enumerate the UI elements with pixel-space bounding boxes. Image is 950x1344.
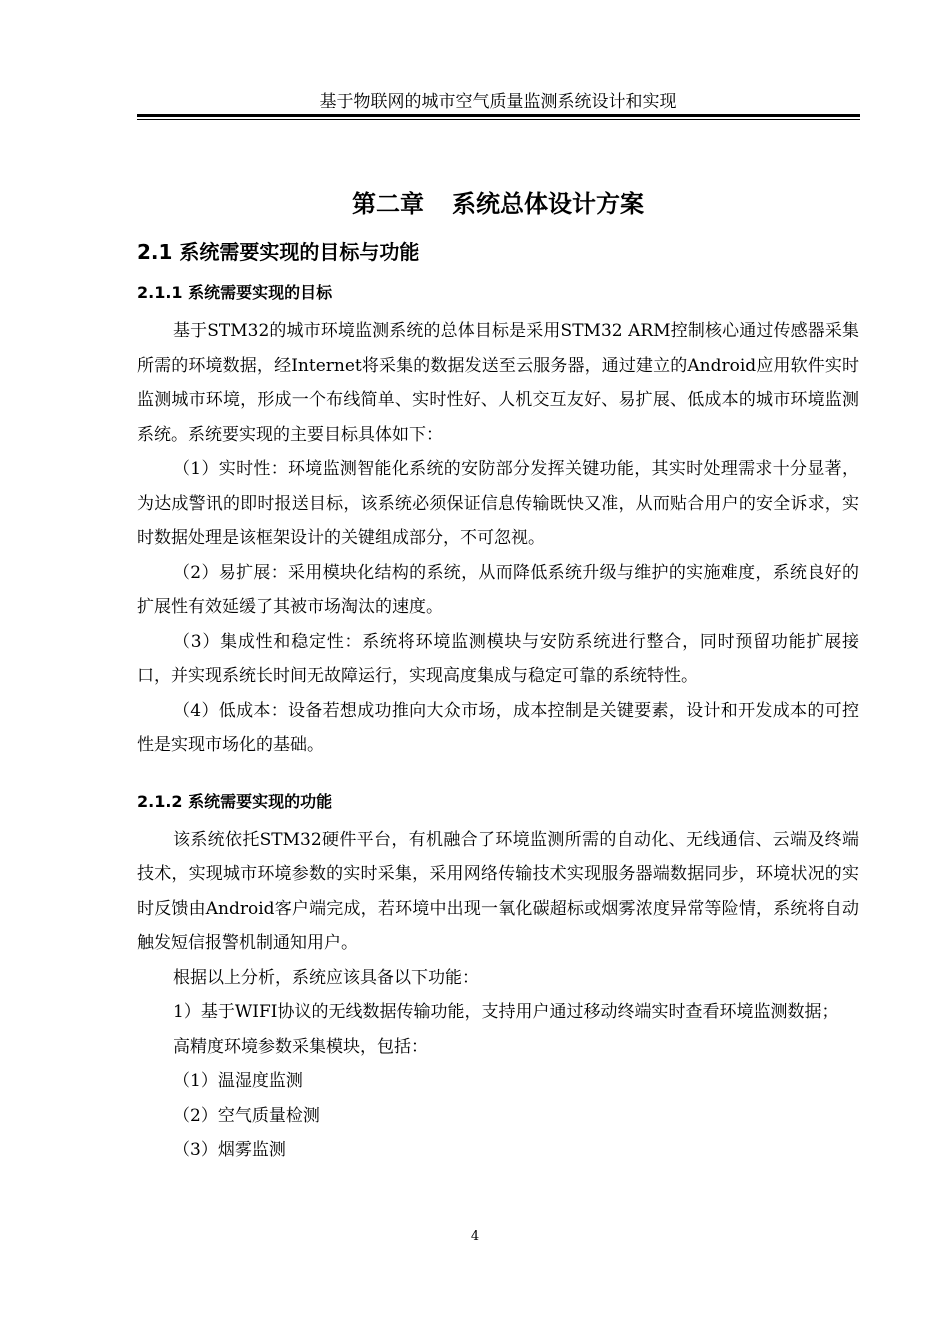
list-item: （1）温湿度监测 xyxy=(173,1071,303,1091)
goal-item: （3）集成性和稳定性：系统将环境监测模块与安防系统进行整合，同时预留功能扩展接口，并实现系统长时间无故障运行，实现高度集成与稳定可靠的系统特性。 xyxy=(137,631,859,686)
page-body xyxy=(137,180,859,1168)
header-rule-thin xyxy=(137,119,860,120)
header-rule-thick xyxy=(137,114,860,117)
chapter-number: 第二章 xyxy=(352,190,424,218)
goal-item: （2）易扩展：采用模块化结构的系统，从而降低系统升级与维护的实施难度，系统良好的扩展性有效延缓了其被市场淘汰的速度。 xyxy=(137,562,859,617)
running-header: 基于物联网的城市空气质量监测系统设计和实现 xyxy=(319,92,677,112)
subsection-heading-2-1-1: 2.1.1 系统需要实现的目标 xyxy=(137,283,333,302)
chapter-name: 系统总体设计方案 xyxy=(452,190,644,218)
function-item: 1）基于WIFI协议的无线数据传输功能，支持用户通过移动终端实时查看环境监测数据； xyxy=(173,1002,839,1022)
section-heading-2-1: 2.1 系统需要实现的目标与功能 xyxy=(137,240,420,264)
goal-item: （1）实时性：环境监测智能化系统的安防部分发挥关键功能，其实时处理需求十分显著，为达成警讯的即时报送目标，该系统必须保证信息传输既快又准，从而贴合用户的安全诉求，实时数据处理是该框架设计的关键组成部分，不可忽视。 xyxy=(137,459,859,548)
paragraph: 根据以上分析，系统应该具备以下功能： xyxy=(173,967,479,988)
paragraph: 基于STM32的城市环境监测系统的总体目标是采用STM32 ARM控制核心通过传感器采集所需的环境数据，经Internet将采集的数据发送至云服务器，通过建立的Android应用软件实时监测城市环境，形成一个布线简单、实时性好、人机交互友好、易扩展、低成本的城市环境监测系统。系统要实现的主要目标具体如下： xyxy=(137,321,859,445)
paragraph: 该系统依托STM32硬件平台，有机融合了环境监测所需的自动化、无线通信、云端及终端技术，实现城市环境参数的实时采集，采用网络传输技术实现服务器端数据同步，环境状况的实时反馈由Android客户端完成，若环境中出现一氧化碳超标或烟雾浓度异常等险情，系统将自动触发短信报警机制通知用户。 xyxy=(137,829,859,953)
list-item: （2）空气质量检测 xyxy=(173,1105,320,1126)
subsection-heading-2-1-2: 2.1.2 系统需要实现的功能 xyxy=(137,791,333,811)
paragraph: 高精度环境参数采集模块，包括： xyxy=(173,1036,428,1057)
list-item: （3）烟雾监测 xyxy=(173,1140,286,1160)
chapter-title xyxy=(137,180,859,228)
goal-item: （4）低成本：设备若想成功推向大众市场，成本控制是关键要素，设计和开发成本的可控性是实现市场化的基础。 xyxy=(137,700,859,755)
page-number: 4 xyxy=(470,1229,480,1244)
